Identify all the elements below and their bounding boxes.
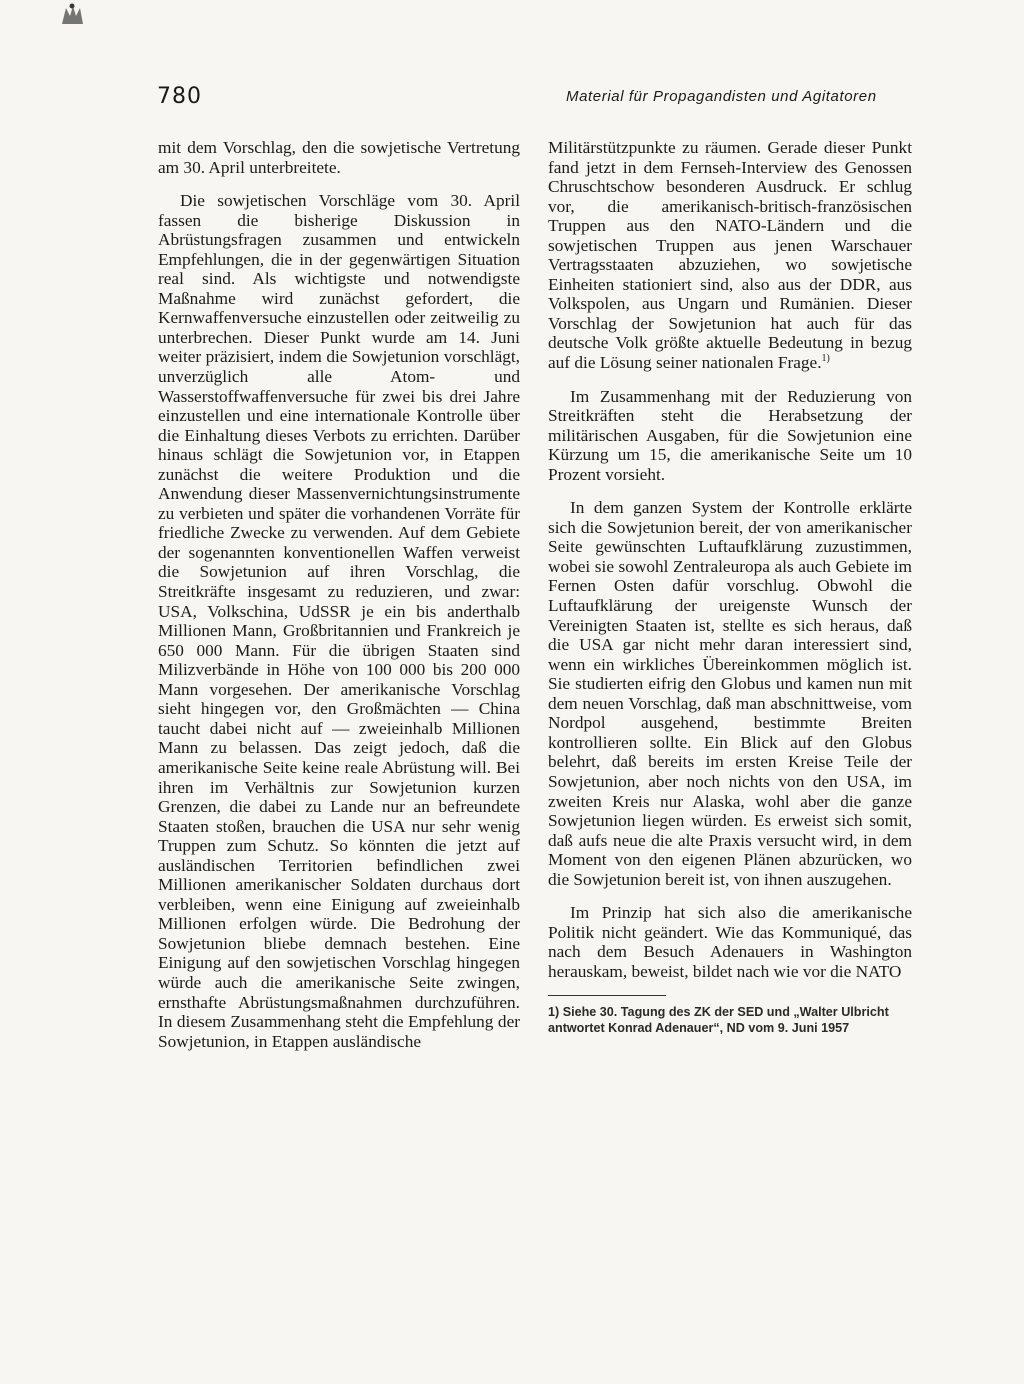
running-title: Material für Propagandisten und Agitatoren (566, 88, 877, 105)
paragraph: Im Prinzip hat sich also die amerikanische Politik nicht geändert. Wie das Kommuniqué, das nach dem Besuch Adenauers in Washington herauskam, beweist, bildet nach wie vor die NATO (548, 903, 912, 981)
left-column (158, 138, 520, 1051)
page-number: 780 (157, 84, 202, 109)
paragraph: In dem ganzen System der Kontrolle erklärte sich die Sowjetunion bereit, der von amerikanischer Seite gewünschten Luftaufklärung zuzustimmen, wobei sie sowohl Zentraleuropa als auch Gebiete im Fernen Osten dafür vorschlug. Obwohl die Luftaufklärung der ureigenste Wunsch der Vereinigten Staaten ist, stellte es sich heraus, daß die USA gar nicht mehr daran interessiert sind, wenn ein wirkliches Übereinkommen möglich ist. Sie studierten eifrig den Globus und kamen nun mit dem neuen Vorschlag, daß man abschnittweise, vom Nordpol ausgehend, bestimmte Breiten kontrollieren sollte. Ein Blick auf den Globus belehrt, daß bereits im ersten Kreise Teile der Sowjetunion, aber noch nichts von den USA, im zweiten Kreis nur Alaska, wohl aber die ganze Sowjetunion liegen würden. Es erweist sich somit, daß aufs neue die alte Praxis versucht wird, in dem Moment von den eigenen Plänen abzurücken, wo die Sowjetunion bereit ist, von ihnen auszugehen. (548, 498, 912, 889)
footnote-marker: 1) (821, 353, 830, 365)
footnote: 1) Siehe 30. Tagung des ZK der SED und „Walter Ulbricht antwortet Konrad Adenauer“, ND vom 9. Juni 1957 (548, 1005, 889, 1036)
paragraph: mit dem Vorschlag, den die sowjetische Vertretung am 30. April unterbreitete. (158, 138, 520, 177)
paragraph (548, 138, 912, 373)
paragraph: Die sowjetischen Vorschläge vom 30. April fassen die bisherige Diskussion in Abrüstungsfragen zusammen und entwickeln Empfehlungen, die in der gegenwärtigen Situation real sind. Als wichtigste und notwendigste Maßnahme wird zunächst gefordert, die Kernwaffenversuche einzustellen oder zeitweilig zu unterbrechen. Dieser Punkt wurde am 14. Juni weiter präzisiert, indem die Sowjetunion vorschlägt, unverzüglich alle Atom- und Wasserstoffwaffenversuche für zwei bis drei Jahre einzustellen und eine internationale Kontrolle über die Einhaltung dieses Verbots zu errichten. Darüber hinaus schlägt die Sowjetunion vor, in Etappen zunächst die weitere Produktion und die Anwendung dieser Massenvernichtungsinstrumente zu verbieten und später die vorhandenen Vorräte für friedliche Zwecke zu verwenden. Auf dem Gebiete der sogenannten konventionellen Waffen verweist die Sowjetunion auf ihren Vorschlag, die Streitkräfte insgesamt zu reduzieren, und zwar: USA, Volkschina, UdSSR je ein bis anderthalb Millionen Mann, Großbritannien und Frankreich je 650 000 Mann. Für die übrigen Staaten sind Milizverbände in Höhe von 100 000 bis 200 000 Mann vorgesehen. Der amerikanische Vorschlag sieht hingegen vor, den Großmächten — China taucht dabei nicht auf — zweieinhalb Millionen Mann zu belassen. Das zeigt jedoch, daß die amerikanische Seite keine reale Abrüstung will. Bei ihren im Verhältnis zur Sowjetunion kurzen Grenzen, die dabei zu Lande nur an befreundete Staaten stoßen, brauchen die USA nur sehr wenig Truppen zum Schutz. So könnten die jetzt auf ausländischen Territorien befindlichen zwei Millionen amerikanischer Soldaten durchaus dort verbleiben, wenn eine Einigung auf zweieinhalb Millionen erfolgen würde. Die Bedrohung der Sowjetunion bliebe demnach bestehen. Eine Einigung auf den sowjetischen Vorschlag hingegen würde auch die amerikanische Seite zwingen, ernsthafte Abrüstungsmaßnahmen durchzuführen. In diesem Zusammenhang steht die Empfehlung der Sowjetunion, in Etappen ausländische (158, 191, 520, 1051)
right-column (548, 138, 912, 1036)
paragraph-text: Militärstützpunkte zu räumen. Gerade dieser Punkt fand jetzt in dem Fernseh-Interview des Genossen Chruschtschow besonderen Ausdruck. Er schlug vor, die amerikanisch-britisch-französischen Truppen aus den NATO-Ländern und die sowjetischen Truppen aus jenen Warschauer Vertragsstaaten abzuziehen, wo sowjetische Einheiten stationiert sind, also aus der DDR, aus Volkspolen, aus Ungarn und Rumänien. Dieser Vorschlag der Sowjetunion hat auch für das deutsche Volk größte aktuelle Bedeutung in bezug auf die Lösung seiner nationalen Frage. (548, 138, 912, 373)
footnote-divider (548, 995, 666, 996)
scan-mark-icon (58, 2, 86, 28)
paragraph: Im Zusammenhang mit der Reduzierung von Streitkräften steht die Herabsetzung der militärischen Ausgaben, für die Sowjetunion eine Kürzung um 15, die amerikanische Seite um 10 Prozent vorsieht. (548, 386, 912, 484)
